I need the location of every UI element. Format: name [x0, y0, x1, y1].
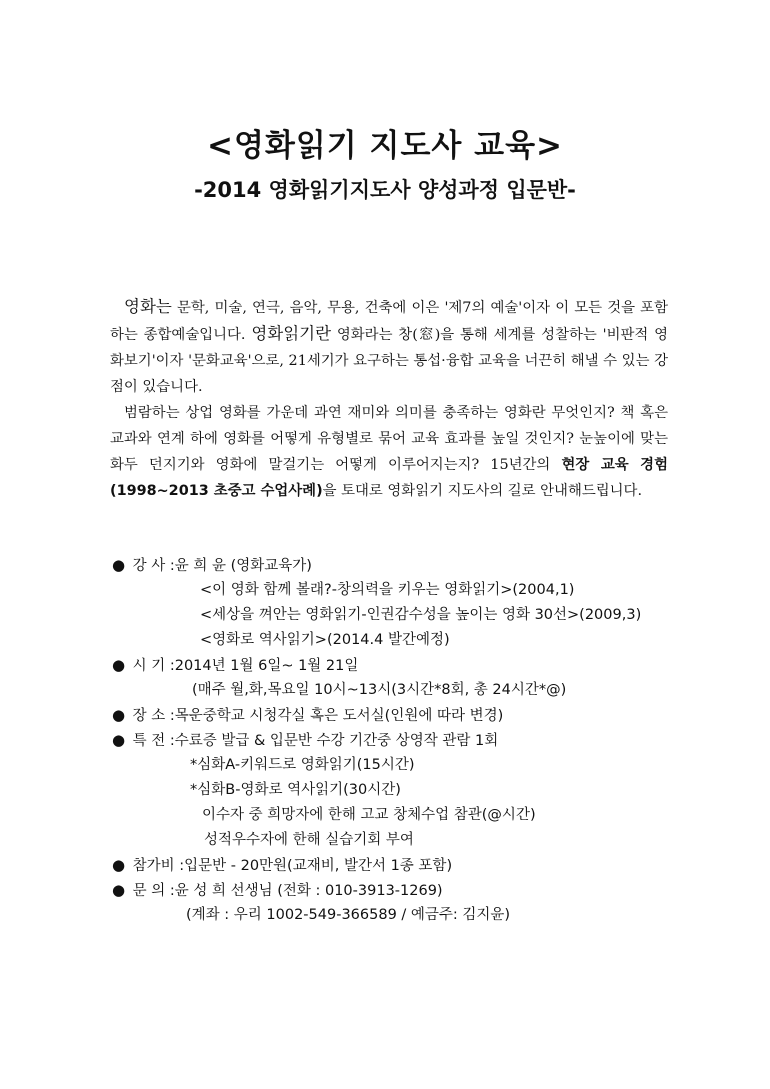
- intro-section: [110, 294, 668, 504]
- bullet-icon: ●: [112, 706, 126, 724]
- intro-emphasis: 현장 교육 경험(1998~2013 초중고 수업사례): [110, 457, 668, 499]
- page-title: <영화읽기 지도사 교육>: [206, 128, 564, 164]
- bullet-icon: ●: [112, 731, 126, 749]
- book-line: <세상을 껴안는 영화읽기-인권감수성을 높이는 영화 30선>(2009,3): [200, 607, 642, 623]
- info-list: [112, 553, 712, 928]
- info-value: 입문반 - 20만원(교재비, 발간서 1종 포함): [184, 858, 453, 874]
- info-value: 윤 성 희 선생님 (전화 : 010-3913-1269): [174, 883, 443, 899]
- period-detail: (매주 월,화,목요일 10시~13시(3시간*8회, 총 24시간*@): [192, 682, 567, 698]
- info-label: 특 전 :: [132, 733, 175, 749]
- info-value: 목운중학교 시청각실 혹은 도서실(인원에 따라 변경): [174, 708, 504, 724]
- info-value: 윤 희 윤 (영화교육가): [174, 558, 312, 574]
- intro-paragraph-2: [110, 400, 668, 504]
- lead-word-film: 영화는: [124, 297, 172, 316]
- info-label: 참가비 :: [132, 858, 185, 874]
- intro-text: 범람하는 상업 영화를 가운데 과연 재미와 의미를 충족하는 영화란 무엇인지? 책 혹은 교과와 연계 하에 영화를 어떻게 유형별로 묶어 교육 효과를 높일 것인지? 눈높이에 맞는 화두 던지기와 영화에 말걸기는 어떻게 이루어지는지? 15년간의: [110, 405, 668, 473]
- intro-text: 을 토대로 영화읽기 지도사의 길로 안내해드립니다.: [322, 483, 643, 499]
- intro-text: 문학, 미술, 연극, 음악, 무용, 건축에 이은 '제7의 예술'이자 이 모든 것을 포함하는 종합예술입니다.: [110, 300, 668, 343]
- benefit-line: *심화A-키워드로 영화읽기(15시간): [190, 757, 415, 773]
- account-info: (계좌 : 우리 1002-549-366589 / 예금주: 김지윤): [186, 907, 511, 923]
- info-value: 2014년 1월 6일~ 1월 21일: [174, 658, 359, 674]
- intro-paragraph-1: [110, 294, 668, 400]
- info-value: 수료증 발급 & 입문반 수강 기간중 상영작 관람 1회: [174, 733, 499, 749]
- info-row-benefits: [112, 728, 712, 753]
- info-row-place: [112, 703, 712, 728]
- info-row-contact: [112, 878, 712, 903]
- bullet-icon: ●: [112, 856, 126, 874]
- info-label: 강 사 :: [132, 558, 175, 574]
- book-line: <영화로 역사읽기>(2014.4 발간예정): [200, 632, 450, 648]
- benefit-line: *심화B-영화로 역사읽기(30시간): [190, 782, 401, 798]
- info-label: 문 의 :: [132, 883, 175, 899]
- page-subtitle: -2014 영화읽기지도사 양성과정 입문반-: [194, 178, 576, 202]
- info-row-instructor: [112, 553, 712, 578]
- info-row-period: [112, 653, 712, 678]
- book-line: <이 영화 함께 볼래?-창의력을 키우는 영화읽기>(2004,1): [200, 582, 575, 598]
- info-row-fee: [112, 853, 712, 878]
- benefit-line: 이수자 중 희망자에 한해 고교 창체수업 참관(@시간): [202, 807, 536, 823]
- info-label: 장 소 :: [132, 708, 175, 724]
- bullet-icon: ●: [112, 556, 126, 574]
- lead-word-film-reading: 영화읽기란: [251, 324, 332, 343]
- benefit-line: 성적우수자에 한해 실습기회 부여: [204, 832, 414, 848]
- bullet-icon: ●: [112, 881, 126, 899]
- intro-text: 영화라는 창(窓)을 통해 세계를 성찰하는 '비판적 영화보기'이자 '문화교육'으로, 21세기가 요구하는 통섭·융합 교육을 너끈히 해낼 수 있는 강점이 있습니다.: [110, 327, 668, 395]
- bullet-icon: ●: [112, 656, 126, 674]
- info-label: 시 기 :: [132, 658, 175, 674]
